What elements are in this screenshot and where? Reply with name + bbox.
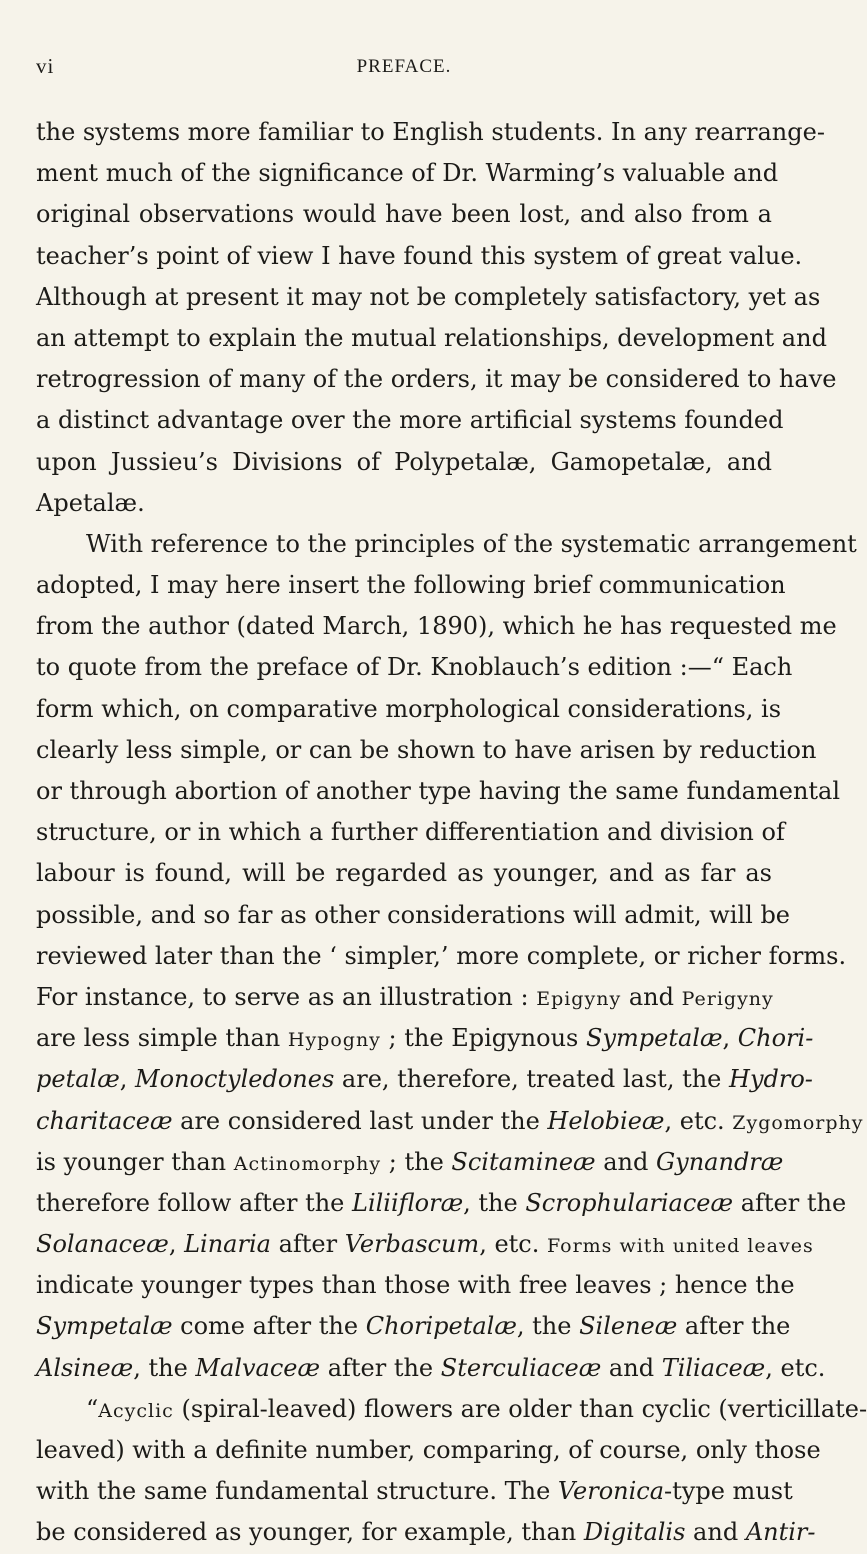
text-line: with the same fundamental structure. The Veronica-type must: [36, 1477, 793, 1506]
text-line: Solanaceæ, Linaria after Verbascum, etc. Forms with united leaves: [36, 1230, 814, 1259]
text-line: original observations would have been lost, and also from a: [36, 200, 772, 229]
text-line: an attempt to explain the mutual relationships, development and: [36, 323, 827, 352]
text-line: is younger than Actinomorphy ; the Scitamineæ and Gynandræ: [36, 1147, 784, 1176]
text-line: form which, on comparative morphological considerations, is: [36, 694, 782, 723]
text-line: structure, or in which a further differentiation and division of: [36, 818, 785, 847]
text-line: reviewed later than the ‘ simpler,’ more complete, or richer forms.: [36, 941, 847, 970]
text-line: are less simple than Hypogny ; the Epigynous Sympetalæ, Chori-: [36, 1024, 814, 1053]
text-line: petalæ, Monoctyledones are, therefore, treated last, the Hydro-: [36, 1065, 813, 1094]
page-number: vi: [36, 54, 55, 78]
text-line: ment much of the significance of Dr. Warming’s valuable and: [36, 159, 779, 188]
text-line: Alsineæ, the Malvaceæ after the Sterculiaceæ and Tiliaceæ, etc.: [36, 1353, 826, 1382]
text-line: clearly less simple, or can be shown to have arisen by reduction: [36, 735, 817, 764]
text-line: therefore follow after the Liliifloræ, the Scrophulariaceæ after the: [36, 1188, 847, 1217]
text-line: “Acyclic (spiral-leaved) flowers are older than cyclic (verticillate-: [86, 1394, 867, 1423]
text-line: be considered as younger, for example, than Digitalis and Antir-: [36, 1518, 816, 1547]
text-line: upon Jussieu’s Divisions of Polypetalæ, Gamopetalæ, and: [36, 447, 772, 476]
text-line: Sympetalæ come after the Choripetalæ, the Sileneæ after the: [36, 1312, 791, 1341]
running-head: [36, 54, 772, 84]
text-line: Although at present it may not be completely satisfactory, yet as: [36, 282, 821, 311]
text-line: from the author (dated March, 1890), which he has requested me: [36, 612, 837, 641]
text-line: Apetalæ.: [36, 488, 145, 517]
text-line: charitaceæ are considered last under the Helobieæ, etc. Zygomorphy: [36, 1106, 864, 1135]
text-line: possible, and so far as other considerations will admit, will be: [36, 900, 791, 929]
text-line: the systems more familiar to English students. In any rearrange-: [36, 118, 825, 146]
text-line: indicate younger types than those with free leaves ; hence the: [36, 1271, 795, 1300]
text-line: For instance, to serve as an illustration : Epigyny and Perigyny: [36, 982, 774, 1011]
text-line: With reference to the principles of the systematic arrangement: [86, 529, 857, 558]
text-line: leaved) with a definite number, comparing, of course, only those: [36, 1436, 821, 1464]
running-head-title: PREFACE.: [356, 56, 452, 77]
text-line: teacher’s point of view I have found this system of great value.: [36, 241, 803, 270]
text-line: adopted, I may here insert the following brief communication: [36, 571, 786, 600]
text-line: labour is found, will be regarded as younger, and as far as: [36, 859, 772, 888]
body-text: [36, 112, 867, 1554]
text-line: to quote from the preface of Dr. Knoblauch’s edition :—“ Each: [36, 653, 793, 682]
text-line: retrogression of many of the orders, it may be considered to have: [36, 365, 837, 394]
text-line: or through abortion of another type having the same fundamental: [36, 777, 841, 805]
text-line: a distinct advantage over the more artificial systems founded: [36, 406, 784, 435]
